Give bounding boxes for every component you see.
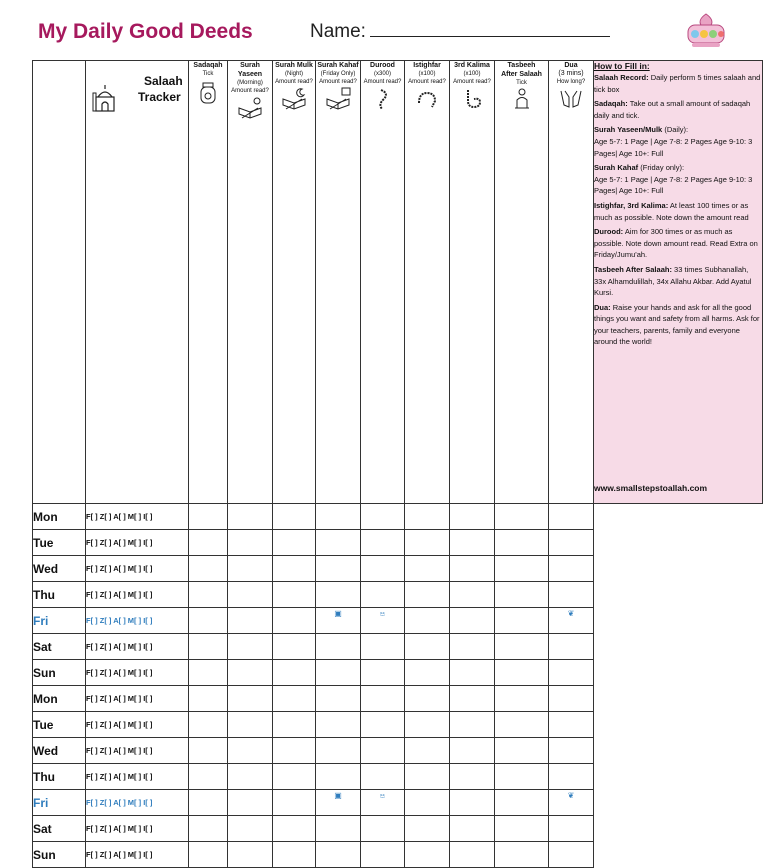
kalima-cell[interactable]: [450, 712, 495, 738]
salaah-checkboxes[interactable]: F[ ] Z[ ] A[ ] M[ ] I[ ]: [86, 608, 189, 634]
durood-sub2: Amount read?: [363, 79, 402, 85]
instr-kahaf: Surah Kahaf (Friday only): Age 5-7: 1 Page | Age 7-8: 2 Pages Age 9-10: 3 Pages| Age 10+: Full: [594, 163, 753, 196]
salaah-checkboxes[interactable]: F[ ] Z[ ] A[ ] M[ ] I[ ]: [86, 686, 189, 712]
page-title: My Daily Good Deeds: [38, 20, 253, 43]
tasbeeh-cell[interactable]: [495, 634, 549, 660]
sadaqah-cell[interactable]: [189, 556, 228, 582]
kalima-cell[interactable]: [450, 764, 495, 790]
yaseen-sub2: Amount read?: [231, 88, 269, 94]
salaah-checkboxes[interactable]: F[ ] Z[ ] A[ ] M[ ] I[ ]: [86, 530, 189, 556]
mulk-cell[interactable]: [273, 764, 316, 790]
sadaqah-sub: Tick: [202, 71, 214, 77]
yaseen-cell[interactable]: [228, 816, 273, 842]
dua-title: Dua: [564, 62, 578, 69]
mulk-cell[interactable]: [273, 504, 316, 530]
instr-tasbeeh: Tasbeeh After Salaah: 33 times Subhanallah, 33x Alhamdulillah, 34x Allahu Akbar. Add Ayatul Kursi.: [594, 264, 752, 298]
day-label: Tue: [33, 712, 86, 738]
yaseen-cell[interactable]: [228, 660, 273, 686]
tasbeeh-cell[interactable]: [495, 790, 549, 816]
kahaf-cell[interactable]: [316, 660, 361, 686]
durood-header: [361, 61, 405, 504]
dua-cell[interactable]: [549, 712, 594, 738]
instr-salaah: Salaah Record: Daily perform 5 times salaah and tick box: [594, 73, 761, 94]
tasbeeh-cell[interactable]: [495, 504, 549, 530]
dua-cell[interactable]: [549, 842, 594, 868]
kahaf-cell[interactable]: [316, 738, 361, 764]
sadaqah-cell[interactable]: [189, 660, 228, 686]
instr-sadaqah: Sadaqah: Take out a small amount of sadaqah daily and tick.: [594, 99, 751, 120]
durood-sub1: (x300): [373, 71, 391, 77]
yaseen-cell[interactable]: [228, 738, 273, 764]
day-label: Wed: [33, 556, 86, 582]
instructions-panel: [594, 61, 763, 504]
day-label: Sun: [33, 660, 86, 686]
yaseen-header: [228, 61, 273, 504]
dua-header: [549, 61, 594, 504]
salaah-checkboxes[interactable]: F[ ] Z[ ] A[ ] M[ ] I[ ]: [86, 842, 189, 868]
dua-cell[interactable]: [549, 816, 594, 842]
table-row: [33, 842, 763, 868]
istighfar-cell[interactable]: [405, 504, 450, 530]
tasbeeh-cell[interactable]: [495, 738, 549, 764]
kalima-sub1: (x100): [463, 71, 481, 77]
tasbeeh-title2: After Salaah: [501, 71, 542, 78]
kahaf-sub1: (Friday Only): [320, 71, 356, 77]
mulk-header: [273, 61, 316, 504]
tasbeeh-cell[interactable]: [495, 582, 549, 608]
quran-stand-moon-icon: [280, 87, 308, 111]
sadaqah-cell[interactable]: [189, 712, 228, 738]
tasbeeh-cell[interactable]: [495, 660, 549, 686]
day-rows: [33, 504, 763, 868]
yaseen-cell[interactable]: [228, 556, 273, 582]
quran-stand-sun-icon: [236, 96, 264, 120]
day-label: Mon: [33, 504, 86, 530]
tasbeeh-cell[interactable]: [495, 764, 549, 790]
yaseen-cell[interactable]: [228, 790, 273, 816]
day-label: Sat: [33, 634, 86, 660]
kahaf-cell[interactable]: [316, 816, 361, 842]
name-line[interactable]: [370, 20, 610, 37]
kahaf-sub2: Amount read?: [319, 79, 357, 85]
salaah-checkboxes[interactable]: F[ ] Z[ ] A[ ] M[ ] I[ ]: [86, 738, 189, 764]
tasbeeh-header: [495, 61, 549, 504]
table-row: [33, 712, 763, 738]
istighfar-cell[interactable]: [405, 660, 450, 686]
day-label: Wed: [33, 738, 86, 764]
istighfar-cell[interactable]: [405, 764, 450, 790]
good-deeds-table: [32, 60, 763, 868]
name-label: Name:: [310, 21, 366, 42]
salaah-checkboxes[interactable]: F[ ] Z[ ] A[ ] M[ ] I[ ]: [86, 556, 189, 582]
salaah-checkboxes[interactable]: F[ ] Z[ ] A[ ] M[ ] I[ ]: [86, 712, 189, 738]
salaah-header: [86, 61, 189, 504]
instr-istighfar: Istighfar, 3rd Kalima: At least 100 times or as much as possible. Note down the amount read: [594, 200, 749, 222]
sadaqah-cell[interactable]: [189, 504, 228, 530]
mulk-cell[interactable]: [273, 660, 316, 686]
mulk-cell[interactable]: [273, 842, 316, 868]
salaah-checkboxes[interactable]: F[ ] Z[ ] A[ ] M[ ] I[ ]: [86, 504, 189, 530]
dua-cell[interactable]: [549, 790, 594, 816]
instructions-heading: How to Fill in:: [594, 61, 650, 71]
durood-cell[interactable]: [361, 842, 405, 868]
kalima-cell[interactable]: [450, 686, 495, 712]
durood-cell[interactable]: [361, 712, 405, 738]
kalima-cell[interactable]: [450, 582, 495, 608]
dua-hands-icon: ❦: [567, 791, 575, 800]
mulk-title: Surah Mulk: [275, 62, 313, 69]
kahaf-cell[interactable]: [316, 790, 361, 816]
table-row: [33, 608, 763, 634]
kalima-cell[interactable]: [450, 738, 495, 764]
dua-hands-icon: ❦: [567, 609, 575, 618]
mulk-cell[interactable]: [273, 556, 316, 582]
table-row: [33, 816, 763, 842]
mosque-icon: [92, 83, 118, 113]
kahaf-cell[interactable]: [316, 504, 361, 530]
instr-yaseen: Surah Yaseen/Mulk (Daily): Age 5-7: 1 Page | Age 7-8: 2 Pages Age 9-10: 3 Pages| Age 10+: Full: [594, 125, 753, 158]
sadaqah-cell[interactable]: [189, 842, 228, 868]
dua-sub1: (3 mins): [558, 70, 584, 77]
day-label: Fri: [33, 608, 86, 634]
charity-jar-icon: [197, 79, 219, 105]
istighfar-cell[interactable]: [405, 712, 450, 738]
sadaqah-cell[interactable]: [189, 686, 228, 712]
istighfar-cell[interactable]: [405, 634, 450, 660]
sadaqah-cell[interactable]: [189, 738, 228, 764]
salaah-checkboxes[interactable]: F[ ] Z[ ] A[ ] M[ ] I[ ]: [86, 582, 189, 608]
mulk-cell[interactable]: [273, 790, 316, 816]
sadaqah-cell[interactable]: [189, 790, 228, 816]
day-label: Sat: [33, 816, 86, 842]
day-label: Thu: [33, 764, 86, 790]
table-row: [33, 686, 763, 712]
tasbeeh-cell[interactable]: [495, 712, 549, 738]
kahaf-header: [316, 61, 361, 504]
durood-cell[interactable]: [361, 738, 405, 764]
sadaqah-cell[interactable]: [189, 582, 228, 608]
kalima-cell[interactable]: [450, 504, 495, 530]
kalima-header: [450, 61, 495, 504]
tasbeeh-title1: Tasbeeh: [507, 62, 536, 69]
kahaf-cell[interactable]: [316, 764, 361, 790]
sadaqah-cell[interactable]: [189, 816, 228, 842]
dua-hands-icon: [558, 87, 584, 109]
mulk-cell[interactable]: [273, 686, 316, 712]
istighfar-sub1: (x100): [418, 71, 436, 77]
prayer-beads-icon: [415, 87, 439, 111]
sadaqah-cell[interactable]: [189, 634, 228, 660]
dua-cell[interactable]: [549, 504, 594, 530]
salaah-checkboxes[interactable]: F[ ] Z[ ] A[ ] M[ ] I[ ]: [86, 764, 189, 790]
tasbeeh-cell[interactable]: [495, 842, 549, 868]
sadaqah-header: [189, 61, 228, 504]
dua-cell[interactable]: [549, 608, 594, 634]
salaah-checkboxes[interactable]: F[ ] Z[ ] A[ ] M[ ] I[ ]: [86, 816, 189, 842]
dua-sub2: How long?: [556, 79, 586, 85]
durood-cell[interactable]: [361, 634, 405, 660]
istighfar-cell[interactable]: [405, 608, 450, 634]
dua-cell[interactable]: [549, 634, 594, 660]
durood-cell[interactable]: [361, 504, 405, 530]
yaseen-cell[interactable]: [228, 582, 273, 608]
kalima-cell[interactable]: [450, 842, 495, 868]
tasbeeh-sub: Tick: [516, 80, 527, 86]
table-row: [33, 790, 763, 816]
day-label: Fri: [33, 790, 86, 816]
table-row: [33, 504, 763, 530]
mulk-cell[interactable]: [273, 634, 316, 660]
istighfar-cell[interactable]: [405, 816, 450, 842]
istighfar-cell[interactable]: [405, 556, 450, 582]
yaseen-cell[interactable]: [228, 764, 273, 790]
kalima-sub2: Amount read?: [453, 79, 491, 85]
yaseen-cell[interactable]: [228, 634, 273, 660]
kahaf-cell[interactable]: [316, 582, 361, 608]
sadaqah-title: Sadaqah: [193, 62, 223, 69]
istighfar-cell[interactable]: [405, 790, 450, 816]
tasbeeh-cell[interactable]: [495, 686, 549, 712]
durood-cell[interactable]: [361, 556, 405, 582]
calendar-icon: ▣: [334, 609, 342, 618]
instr-dua: Dua: Raise your hands and ask for all the good things you want and safety from all harms. Ask for your teachers, parents, family and everyone around the world!: [594, 302, 760, 347]
kalima-cell[interactable]: [450, 608, 495, 634]
yaseen-cell[interactable]: [228, 842, 273, 868]
mulk-cell[interactable]: [273, 738, 316, 764]
tasbeeh-cell[interactable]: [495, 608, 549, 634]
istighfar-cell[interactable]: [405, 842, 450, 868]
durood-cell[interactable]: [361, 582, 405, 608]
kalima-cell[interactable]: [450, 634, 495, 660]
tasbeeh-cell[interactable]: [495, 556, 549, 582]
day-label: Thu: [33, 582, 86, 608]
tracker-title: Tracker: [138, 90, 181, 104]
instr-durood: Durood: Aim for 300 times or as much as possible. Note down amount read. Read Extra on Friday/Jumu'ah.: [594, 227, 758, 260]
table-row: [33, 556, 763, 582]
kahaf-cell[interactable]: [316, 634, 361, 660]
prayer-beads-icon: ප: [379, 791, 386, 800]
kalima-title: 3rd Kalima: [454, 62, 490, 69]
yaseen-cell[interactable]: [228, 608, 273, 634]
kahaf-cell[interactable]: [316, 712, 361, 738]
mulk-cell[interactable]: [273, 712, 316, 738]
day-label: Sun: [33, 842, 86, 868]
day-label: Mon: [33, 686, 86, 712]
sadaqah-cell[interactable]: [189, 764, 228, 790]
durood-cell[interactable]: [361, 608, 405, 634]
mulk-cell[interactable]: [273, 582, 316, 608]
dua-cell[interactable]: [549, 556, 594, 582]
istighfar-cell[interactable]: [405, 686, 450, 712]
salaah-checkboxes[interactable]: F[ ] Z[ ] A[ ] M[ ] I[ ]: [86, 790, 189, 816]
durood-cell[interactable]: [361, 686, 405, 712]
yaseen-title: Surah Yaseen: [237, 62, 263, 78]
yaseen-sub1: (Morning): [237, 80, 263, 86]
dua-cell[interactable]: [549, 660, 594, 686]
tasbeeh-cell[interactable]: [495, 816, 549, 842]
salaah-checkboxes[interactable]: F[ ] Z[ ] A[ ] M[ ] I[ ]: [86, 634, 189, 660]
quran-stand-calendar-icon: [324, 87, 352, 111]
prayer-beads-icon: ප: [379, 609, 386, 618]
table-row: [33, 634, 763, 660]
yaseen-cell[interactable]: [228, 686, 273, 712]
durood-cell[interactable]: [361, 660, 405, 686]
corner-cell: [33, 61, 86, 504]
table-row: [33, 738, 763, 764]
kalima-cell[interactable]: [450, 660, 495, 686]
kahaf-cell[interactable]: [316, 686, 361, 712]
logo-icon: [683, 12, 729, 50]
durood-title: Durood: [370, 62, 395, 69]
yaseen-cell[interactable]: [228, 504, 273, 530]
istighfar-sub2: Amount read?: [408, 79, 446, 85]
dua-cell[interactable]: [549, 686, 594, 712]
istighfar-cell[interactable]: [405, 738, 450, 764]
yaseen-cell[interactable]: [228, 712, 273, 738]
website-url[interactable]: www.smallstepstoallah.com: [594, 483, 708, 494]
prayer-beads-icon: [373, 87, 393, 111]
table-row: [33, 582, 763, 608]
kahaf-cell[interactable]: [316, 556, 361, 582]
kalima-cell[interactable]: [450, 816, 495, 842]
kahaf-title: Surah Kahaf: [317, 62, 359, 69]
salaah-title: Salaah: [144, 74, 183, 88]
table-row: [33, 660, 763, 686]
table-row: [33, 764, 763, 790]
durood-cell[interactable]: [361, 790, 405, 816]
mulk-cell[interactable]: [273, 816, 316, 842]
istighfar-cell[interactable]: [405, 582, 450, 608]
istighfar-header: [405, 61, 450, 504]
dua-cell[interactable]: [549, 582, 594, 608]
istighfar-title: Istighfar: [413, 62, 441, 69]
prayer-beads-icon: [460, 87, 484, 111]
name-field[interactable]: [310, 20, 610, 43]
sadaqah-cell[interactable]: [189, 608, 228, 634]
kalima-cell[interactable]: [450, 790, 495, 816]
mulk-sub2: Amount read?: [275, 79, 313, 85]
header-row: [33, 61, 763, 504]
calendar-icon: ▣: [334, 791, 342, 800]
day-label: Tue: [33, 530, 86, 556]
praying-person-icon: [512, 88, 532, 110]
mulk-cell[interactable]: [273, 608, 316, 634]
durood-cell[interactable]: [361, 764, 405, 790]
dua-cell[interactable]: [549, 764, 594, 790]
salaah-checkboxes[interactable]: F[ ] Z[ ] A[ ] M[ ] I[ ]: [86, 660, 189, 686]
dua-cell[interactable]: [549, 738, 594, 764]
mulk-sub1: (Night): [284, 71, 303, 77]
durood-cell[interactable]: [361, 816, 405, 842]
kalima-cell[interactable]: [450, 556, 495, 582]
kahaf-cell[interactable]: [316, 608, 361, 634]
kahaf-cell[interactable]: [316, 842, 361, 868]
